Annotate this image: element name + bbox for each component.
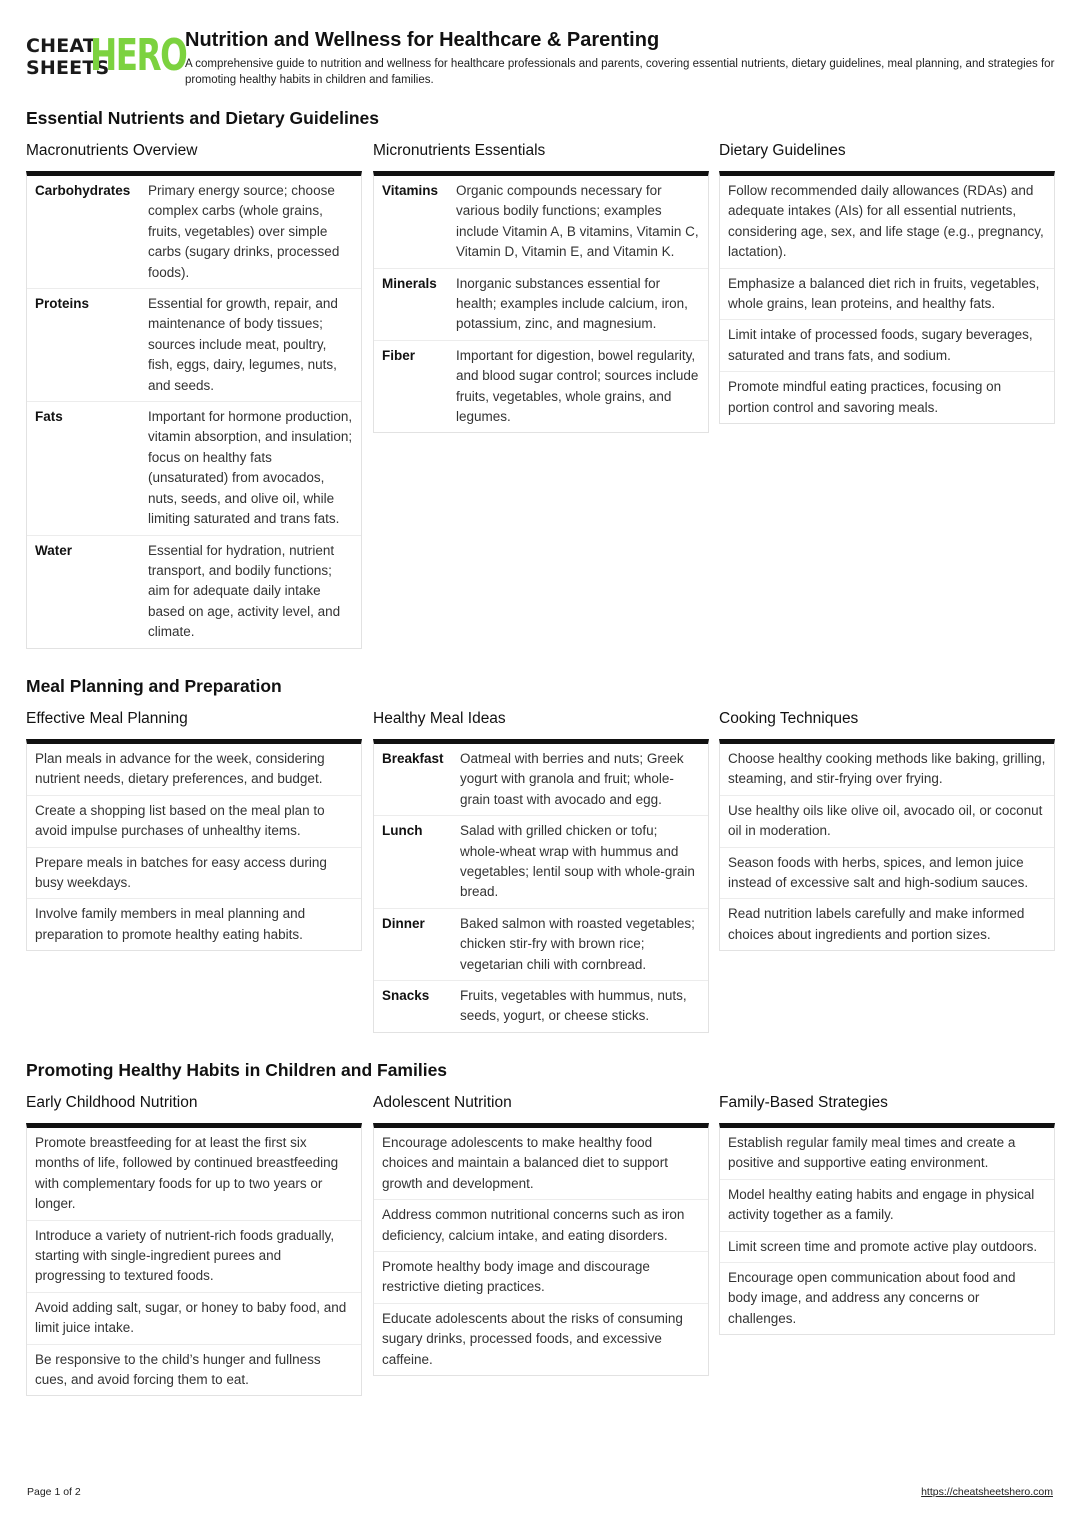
card-list [26,1123,362,1396]
card-title: Adolescent Nutrition [373,1094,512,1111]
card-effective-meal-planning [26,709,362,951]
table-row [374,816,708,909]
card-list [719,171,1055,424]
logo-text-sheets: SHEETS [26,57,110,79]
list-item: Encourage open communication about food and body image, and address any concerns or challenges. [728,1270,1016,1326]
list-item: Introduce a variety of nutrient-rich foods gradually, starting with single-ingredient purees and progressing to textured foods. [27,1221,361,1293]
list-item: Avoid adding salt, sugar, or honey to baby food, and limit juice intake. [27,1293,361,1345]
card-early-childhood-nutrition [26,1093,362,1396]
row-value: Primary energy source; choose complex carbs (whole grains, fruits, vegetables) over simple carbs (sugary drinks, processed foods). [148,183,340,280]
row-key: Fiber [382,347,416,363]
list-item: Use healthy oils like olive oil, avocado oil, or coconut oil in moderation. [720,796,1054,848]
table-row [27,176,361,289]
table-row [374,341,708,433]
list-item: Season foods with herbs, spices, and lemon juice instead of excessive salt and high-sodium sauces. [720,848,1054,900]
row-key: Minerals [382,275,437,291]
row-value: Essential for growth, repair, and maintenance of body tissues; sources include meat, poultry, fish, eggs, dairy, legumes, nuts, and seeds. [148,296,338,393]
card-healthy-meal-ideas [373,709,709,1033]
card-table [373,171,709,433]
table-row [374,176,708,269]
row-value: Fruits, vegetables with hummus, nuts, seeds, yogurt, or cheese sticks. [460,988,687,1024]
list-item: Be responsive to the child’s hunger and fullness cues, and avoid forcing them to eat. [35,1351,321,1388]
list-item: Educate adolescents about the risks of consuming sugary drinks, processed foods, and excessive caffeine. [382,1310,683,1367]
row-key: Snacks [382,988,430,1004]
list-item: Promote mindful eating practices, focusing on portion control and savoring meals. [728,379,1002,415]
site-link[interactable]: https://cheatsheetshero.com [921,1486,1053,1498]
card-title: Early Childhood Nutrition [26,1094,198,1111]
row-value: Important for digestion, bowel regularity, and blood sugar control; sources include fruits, vegetables, whole grains, and legumes. [456,347,699,425]
list-item: Model healthy eating habits and engage in physical activity together as a family. [720,1180,1054,1232]
list-item: Emphasize a balanced diet rich in fruits, vegetables, whole grains, lean proteins, and healthy fats. [720,269,1054,321]
list-item: Encourage adolescents to make healthy food choices and maintain a balanced diet to support growth and development. [374,1128,708,1200]
card-list [26,739,362,951]
card-dietary-guidelines [719,141,1055,424]
row-key: Proteins [35,296,90,312]
list-item: Create a shopping list based on the meal plan to avoid impulse purchases of unhealthy items. [27,796,361,848]
card-table [26,171,362,649]
card-list [719,1123,1055,1335]
page-title: Nutrition and Wellness for Healthcare & Parenting [185,29,660,51]
card-micronutrients [373,141,709,433]
page-number: Page 1 of 2 [27,1486,81,1498]
row-value: Organic compounds necessary for various bodily functions; examples include Vitamin A, B vitamins, Vitamin C, Vitamin D, Vitamin E, and Vitamin K. [456,183,699,260]
row-key: Carbohydrates [35,183,131,198]
list-item: Choose healthy cooking methods like baking, grilling, steaming, and stir-frying over frying. [720,744,1054,796]
list-item: Involve family members in meal planning and preparation to promote healthy eating habits. [35,906,306,942]
row-value: Inorganic substances essential for health; examples include calcium, iron, potassium, zinc, and magnesium. [456,275,688,332]
row-value: Important for hormone production, vitamin absorption, and insulation; focus on healthy fats (unsaturated) from avocados, nuts, seeds, and olive oil, while limiting saturated and trans fats. [148,409,353,527]
list-item: Promote healthy body image and discourage restrictive dieting practices. [374,1252,708,1304]
card-title: Dietary Guidelines [719,142,846,159]
list-item: Address common nutritional concerns such as iron deficiency, calcium intake, and eating disorders. [374,1200,708,1252]
card-cooking-techniques [719,709,1055,951]
card-table [373,739,709,1033]
card-list [373,1123,709,1376]
card-title: Cooking Techniques [719,710,859,727]
row-key: Lunch [382,823,423,839]
table-row [374,269,708,341]
row-key: Fats [35,409,63,425]
list-item: Prepare meals in batches for easy access during busy weekdays. [27,848,361,900]
list-item: Promote breastfeeding for at least the first six months of life, followed by continued breastfeeding with complementary foods for up to two years or longer. [27,1128,361,1221]
row-value: Essential for hydration, nutrient transport, and bodily functions; aim for adequate daily intake based on age, activity level, and climate. [148,542,341,640]
card-title: Effective Meal Planning [26,710,188,727]
card-adolescent-nutrition [373,1093,709,1376]
row-value: Salad with grilled chicken or tofu; whole-wheat wrap with hummus and vegetables; lentil soup with whole-grain bread. [460,823,695,900]
list-item: Read nutrition labels carefully and make informed choices about ingredients and portion sizes. [728,906,1025,942]
page-header [26,28,1056,88]
section-title-healthy-habits: Promoting Healthy Habits in Children and Families [26,1060,448,1080]
table-row [374,981,708,1032]
section-title-meal-planning: Meal Planning and Preparation [26,676,282,696]
table-row [27,536,361,648]
card-title: Macronutrients Overview [26,142,198,159]
card-title: Micronutrients Essentials [373,142,546,159]
table-row [374,909,708,981]
page-description: A comprehensive guide to nutrition and wellness for healthcare professionals and parents, covering essential nutrients, dietary guidelines, meal planning, and strategies for promoting healthy habits in children and families. [185,58,1055,86]
row-value: Baked salmon with roasted vegetables; chicken stir-fry with brown rice; vegetarian chili with cornbread. [460,915,695,972]
row-value: Oatmeal with berries and nuts; Greek yogurt with granola and fruit; whole-grain toast with avocado and egg. [460,751,684,807]
card-macronutrients [26,141,362,649]
section-title-essential-nutrients: Essential Nutrients and Dietary Guidelines [26,108,380,128]
table-row [27,289,361,402]
list-item: Follow recommended daily allowances (RDAs) and adequate intakes (AIs) for all essential nutrients, considering age, sex, and life stage (e.g., pregnancy, lactation). [720,176,1054,269]
card-family-based-strategies [719,1093,1055,1335]
logo-text-cheat: CHEAT [26,35,97,57]
card-title: Family-Based Strategies [719,1094,888,1111]
row-key: Breakfast [382,751,444,766]
list-item: Establish regular family meal times and create a positive and supportive eating environment. [720,1128,1054,1180]
logo-text-hero: HERO [90,30,187,81]
list-item: Plan meals in advance for the week, considering nutrient needs, dietary preferences, and budget. [27,744,361,796]
list-item: Limit screen time and promote active play outdoors. [720,1232,1054,1263]
row-key: Vitamins [382,183,439,198]
table-row [27,402,361,535]
list-item: Limit intake of processed foods, sugary beverages, saturated and trans fats, and sodium. [720,320,1054,372]
header-text [185,28,1056,88]
row-key: Dinner [382,915,425,931]
row-key: Water [35,542,73,558]
cheatsheetshero-logo[interactable] [26,30,187,81]
card-title: Healthy Meal Ideas [373,710,506,727]
card-list [719,739,1055,951]
table-row [374,744,708,816]
